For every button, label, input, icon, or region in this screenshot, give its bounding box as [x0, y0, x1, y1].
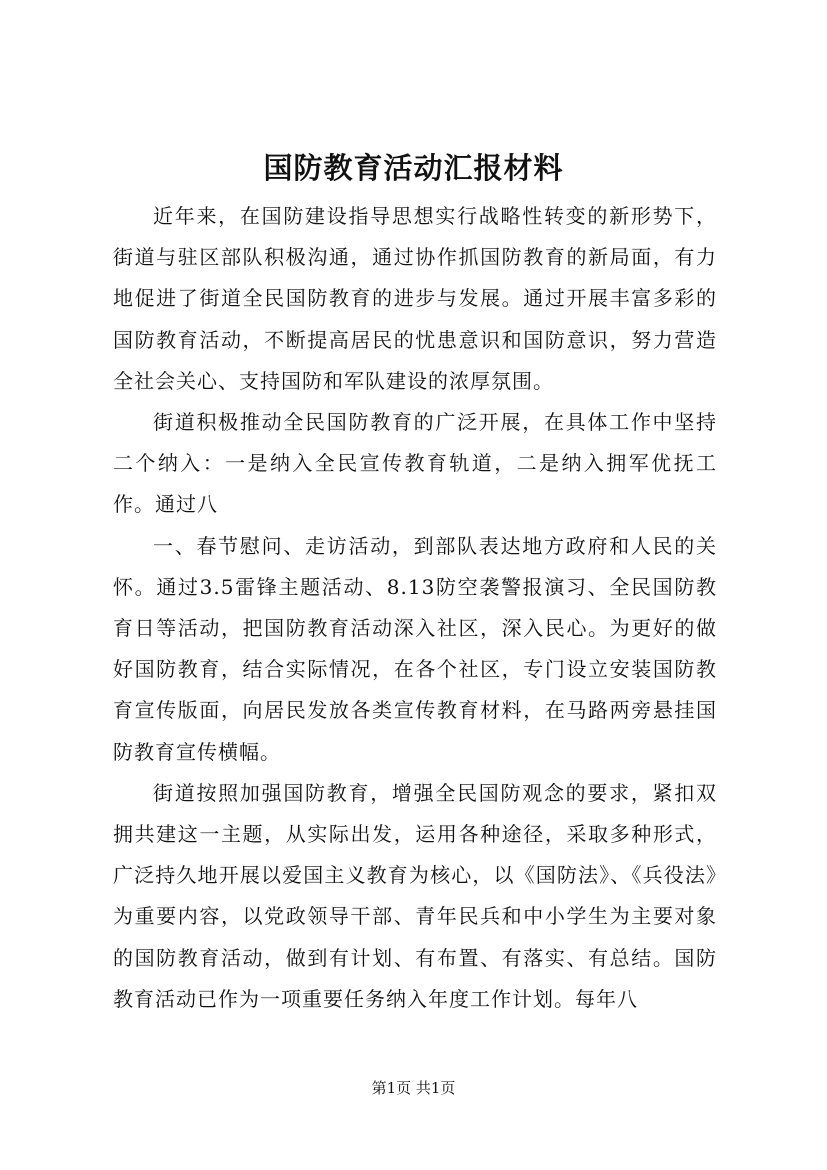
- document-title: 国防教育活动汇报材料: [263, 151, 564, 185]
- paragraph: 街道按照加强国防教育，增强全民国防观念的要求，紧扣双拥共建这一主题，从实际出发，运用各种途径，采取多种形式，广泛持久地开展以爱国主义教育为核心，以《国防法》、《兵役法》为重要内容，以党政领导干部、青年民兵和中小学生为主要对象的国防教育活动，做到有计划、有布置、有落实、有总结。国防教育活动已作为一项重要任务纳入年度工作计划。每年八: [113, 780, 717, 1011]
- paragraph: 近年来，在国防建设指导思想实行战略性转变的新形势下，街道与驻区部队积极沟通，通过协作抓国防教育的新局面，有力地促进了街道全民国防教育的进步与发展。通过开展丰富多彩的国防教育活动，不断提高居民的忧患意识和国防意识，努力营造全社会关心、支持国防和军队建设的浓厚氛围。: [113, 204, 717, 393]
- paragraph: 街道积极推动全民国防教育的广泛开展，在具体工作中坚持二个纳入：一是纳入全民宣传教育轨道，二是纳入拥军优抚工作。通过八: [113, 410, 717, 517]
- page-number-footer: 第1页 共1页: [371, 1079, 456, 1097]
- paragraph: 一、春节慰问、走访活动，到部队表达地方政府和人民的关怀。通过3.5雷锋主题活动、8.13防空袭警报演习、全民国防教育日等活动，把国防教育活动深入社区，深入民心。为更好的做好国防教育，结合实际情况，在各个社区，专门设立安装国防教育宣传版面，向居民发放各类宣传教育材料，在马路两旁悬挂国防教育宣传横幅。: [113, 533, 717, 764]
- document-body: [113, 196, 717, 1020]
